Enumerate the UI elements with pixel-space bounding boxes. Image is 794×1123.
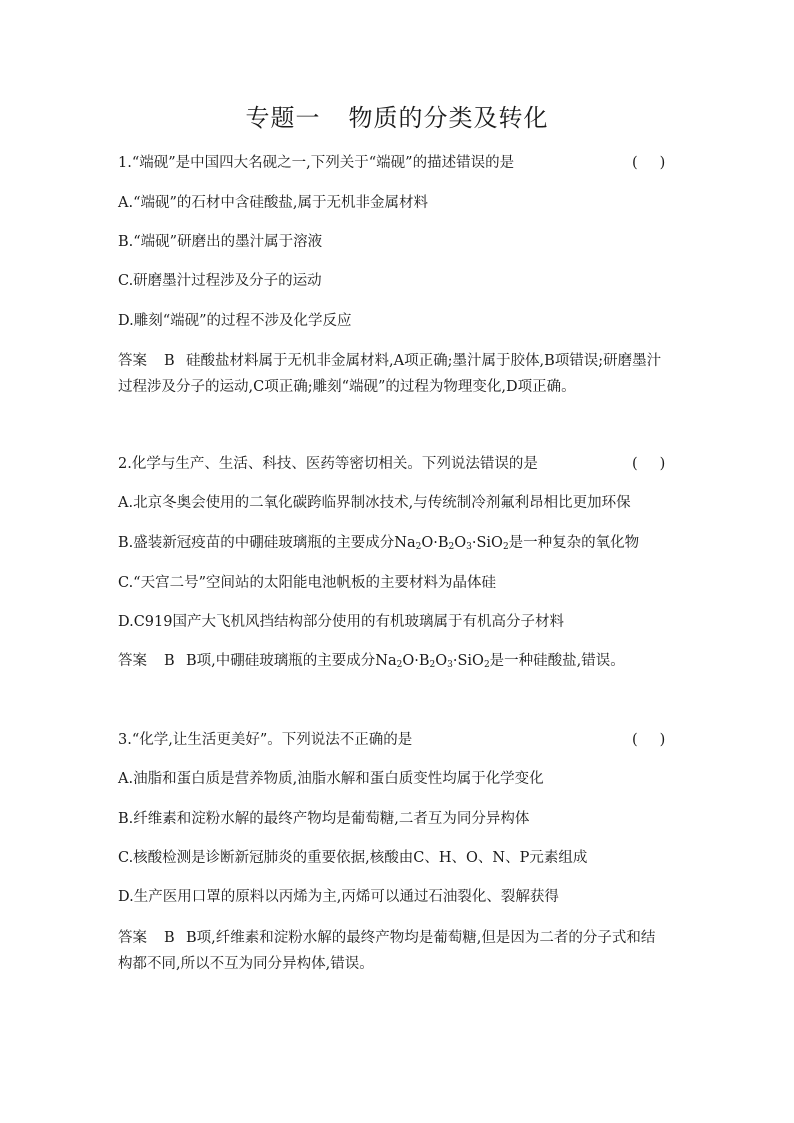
- answer-explanation-line1: 硅酸盐材料属于无机非金属材料,A项正确;墨汁属于胶体,B项错误;研磨墨汁: [186, 353, 662, 369]
- question-1-stem: 1.“端砚”是中国四大名砚之一,下列关于“端砚”的描述错误的是: [118, 155, 515, 171]
- question-1-answer-blank: ( ): [632, 155, 666, 171]
- answer-label: 答案: [118, 653, 147, 669]
- question-2-stem: 2.化学与生产、生活、科技、医药等密切相关。下列说法错误的是: [118, 456, 538, 472]
- question-2-option-b: B.盛装新冠疫苗的中硼硅玻璃瓶的主要成分$Na_2O\cdot B_2O_3\cdot SiO_2$是一种复杂的氧化物: [118, 535, 640, 552]
- answer-explanation-line1: B项,纤维素和淀粉水解的最终产物均是葡萄糖,但是因为二者的分子式和结: [186, 930, 656, 946]
- question-1-option-b: B.“端砚”研磨出的墨汁属于溶液: [118, 234, 323, 250]
- question-1-answer: [118, 350, 661, 372]
- page-title: [0, 100, 794, 136]
- question-3-option-a: A.油脂和蛋白质是营养物质,油脂水解和蛋白质变性均属于化学变化: [118, 771, 544, 787]
- question-2-answer-blank: ( ): [632, 456, 666, 472]
- question-2-option-c: C.“天宫二号”空间站的太阳能电池帆板的主要材料为晶体硅: [118, 575, 497, 591]
- answer-label: 答案: [118, 930, 147, 946]
- answer-label: 答案: [118, 353, 147, 369]
- question-3-stem: 3.“化学,让生活更美好”。下列说法不正确的是: [118, 732, 413, 748]
- question-1-option-c: C.研磨墨汁过程涉及分子的运动: [118, 273, 322, 289]
- question-1-option-d: D.雕刻“端砚”的过程不涉及化学反应: [118, 313, 352, 329]
- question-1-option-a: A.“端砚”的石材中含硅酸盐,属于无机非金属材料: [118, 195, 429, 211]
- answer-key: B: [164, 353, 175, 369]
- title-part2: 物质的分类及转化: [348, 104, 549, 132]
- question-3-option-b: B.纤维素和淀粉水解的最终产物均是葡萄糖,二者互为同分异构体: [118, 811, 530, 827]
- question-2-option-a: A.北京冬奥会使用的二氧化碳跨临界制冰技术,与传统制冷剂氟利昂相比更加环保: [118, 495, 631, 511]
- title-part1: 专题一: [245, 104, 321, 132]
- question-3-answer-blank: ( ): [632, 732, 666, 748]
- question-2-answer: 答案 B B项,中硼硅玻璃瓶的主要成分$Na_2O\cdot B_2O_3\cdot SiO_2$是一种硅酸盐,错误。: [118, 650, 625, 672]
- question-3-answer: [118, 927, 655, 949]
- answer-key: B: [164, 653, 175, 669]
- question-2-option-d: D.C919国产大飞机风挡结构部分使用的有机玻璃属于有机高分子材料: [118, 614, 564, 630]
- question-3-option-c: C.核酸检测是诊断新冠肺炎的重要依据,核酸由C、H、O、N、P元素组成: [118, 850, 588, 866]
- question-3-option-d: D.生产医用口罩的原料以丙烯为主,丙烯可以通过石油裂化、裂解获得: [118, 889, 559, 905]
- answer-key: B: [164, 930, 175, 946]
- question-3-answer-cont: 构都不同,所以不互为同分异构体,错误。: [118, 956, 374, 972]
- question-1-answer-cont: 过程涉及分子的运动,C项正确;雕刻“端砚”的过程为物理变化,D项正确。: [118, 379, 576, 395]
